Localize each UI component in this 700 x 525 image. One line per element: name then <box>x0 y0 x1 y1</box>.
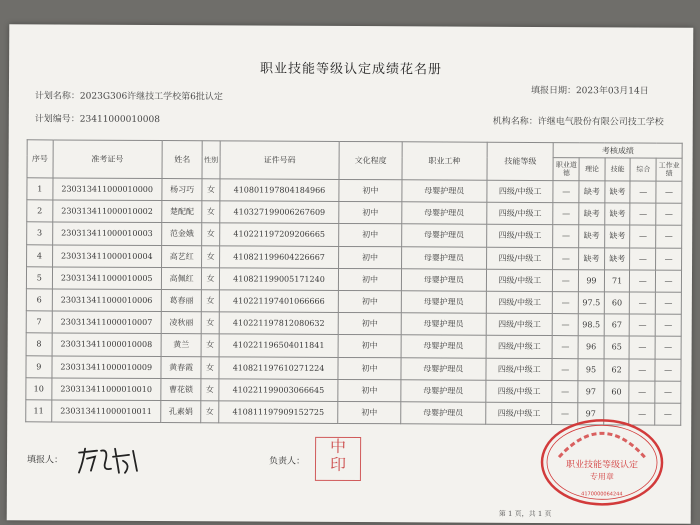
filler-label: 填报人： <box>26 455 64 466</box>
cell-score-comprehensive: — <box>629 358 655 380</box>
cell-score-theory: 97 <box>578 403 604 425</box>
cell-name: 杨习巧 <box>162 179 203 201</box>
cell-cert-no: 410221197209206665 <box>219 223 339 246</box>
cell-cert-no: 410327199006267609 <box>219 201 339 224</box>
cell-level: 四级/中级工 <box>487 269 553 292</box>
cell-occupation: 母婴护理员 <box>401 335 487 358</box>
cell-level: 四级/中级工 <box>487 225 553 248</box>
cell-cert-no: 410221199003066645 <box>218 379 338 402</box>
document-title: 职业技能等级认定成绩花名册 <box>260 61 443 78</box>
cell-score-skill: 71 <box>604 270 630 292</box>
cell-seq: 10 <box>26 377 52 399</box>
cell-score-ethics: — <box>553 247 579 269</box>
cell-score-comprehensive: — <box>630 270 656 292</box>
cell-score-theory: 缺考 <box>579 181 605 203</box>
cell-score-ethics: — <box>552 402 578 424</box>
cell-score-performance: — <box>656 248 682 270</box>
cell-cert-no: 410801197804184966 <box>219 179 339 202</box>
cell-score-skill: 60 <box>604 381 630 403</box>
cell-name: 高佩红 <box>161 267 202 289</box>
plan-name: 计划名称：2023G306许继技工学校第6批认定 <box>34 91 223 103</box>
header-exam-no: 准考证号 <box>53 140 162 179</box>
cell-gender: 女 <box>202 245 219 267</box>
cell-seq: 3 <box>27 222 53 244</box>
cell-level: 四级/中级工 <box>486 291 552 314</box>
cell-name: 孔素娟 <box>161 400 202 422</box>
cell-education: 初中 <box>339 224 401 247</box>
chop-char-2: 印 <box>329 454 347 474</box>
cell-gender: 女 <box>202 290 219 312</box>
cell-education: 初中 <box>339 290 401 313</box>
cell-cert-no: 410821197610271224 <box>219 356 339 379</box>
personal-chop <box>315 437 361 481</box>
cell-gender: 女 <box>202 334 219 356</box>
header-gender: 性别 <box>202 141 219 179</box>
cell-score-comprehensive: — <box>630 314 656 336</box>
cell-gender: 女 <box>202 179 219 201</box>
page-number: 第 1 页，共 1 页 <box>498 509 552 519</box>
chop-char-1: 中 <box>330 436 347 456</box>
cell-score-ethics: — <box>552 380 578 402</box>
cell-exam-no: 230313411000010004 <box>52 245 161 268</box>
cell-education: 初中 <box>338 379 400 402</box>
header-occupation: 职业工种 <box>402 142 488 180</box>
cell-gender: 女 <box>201 378 218 400</box>
cell-occupation: 母婴护理员 <box>400 402 486 425</box>
cell-seq: 4 <box>27 244 53 266</box>
plan-number: 计划编号：23411000010008 <box>34 114 161 126</box>
cell-score-comprehensive: — <box>629 403 655 425</box>
cell-occupation: 母婴护理员 <box>401 224 487 247</box>
cell-level: 四级/中级工 <box>486 336 552 359</box>
cell-education: 初中 <box>339 179 401 202</box>
header-scores: 考核成绩 <box>554 143 683 159</box>
cell-gender: 女 <box>202 312 219 334</box>
cell-level: 四级/中级工 <box>486 313 552 336</box>
cell-seq: 5 <box>26 267 52 289</box>
seal-code: 4170000064244 <box>581 491 623 498</box>
cell-score-skill: 缺考 <box>604 225 630 247</box>
cell-score-ethics: — <box>553 314 579 336</box>
cell-name: 高艺红 <box>161 245 202 267</box>
cell-occupation: 母婴护理员 <box>400 379 486 402</box>
cell-education: 初中 <box>338 357 400 380</box>
cell-score-theory: 97.5 <box>578 292 604 314</box>
cell-score-skill: 缺考 <box>604 247 630 269</box>
cell-name: 葛春丽 <box>161 289 202 311</box>
cell-occupation: 母婴护理员 <box>400 357 486 380</box>
cell-score-comprehensive: — <box>630 248 656 270</box>
cell-gender: 女 <box>202 223 219 245</box>
cell-seq: 1 <box>27 178 53 200</box>
cell-exam-no: 230313411000010005 <box>52 267 161 290</box>
cell-score-comprehensive: — <box>630 336 656 358</box>
cell-score-skill: 62 <box>604 358 630 380</box>
filler-signature <box>75 443 145 477</box>
header-skill: 技能 <box>605 158 631 181</box>
cell-exam-no: 230313411000010006 <box>52 289 161 312</box>
cell-score-skill: 65 <box>604 336 630 358</box>
cell-score-skill: 缺考 <box>605 203 631 225</box>
cell-occupation: 母婴护理员 <box>401 202 487 225</box>
cell-score-comprehensive: — <box>630 181 656 203</box>
header-theory: 理论 <box>579 158 605 181</box>
cell-score-theory: 缺考 <box>579 247 605 269</box>
header-ethics: 职业道德 <box>553 158 579 181</box>
cell-exam-no: 230313411000010002 <box>52 200 161 223</box>
cell-score-performance: — <box>656 181 682 203</box>
cell-education: 初中 <box>339 268 401 291</box>
cell-seq: 2 <box>27 200 53 222</box>
cell-cert-no: 410821199005171240 <box>219 268 339 291</box>
cell-education: 初中 <box>339 335 401 358</box>
header-education: 文化程度 <box>339 141 401 179</box>
cell-score-ethics: — <box>553 203 579 225</box>
cell-exam-no: 230313411000010000 <box>53 178 162 201</box>
cell-level: 四级/中级工 <box>486 380 552 403</box>
cell-score-performance: — <box>656 203 682 225</box>
cell-score-ethics: — <box>553 269 579 291</box>
cell-gender: 女 <box>201 356 218 378</box>
cell-score-performance: — <box>655 314 681 336</box>
cell-name: 曹花锁 <box>161 378 202 400</box>
cell-education: 初中 <box>339 246 401 269</box>
cell-level: 四级/中级工 <box>487 180 553 203</box>
cell-level: 四级/中级工 <box>486 358 552 381</box>
cell-score-theory: 缺考 <box>579 203 605 225</box>
cell-score-ethics: — <box>553 292 579 314</box>
cell-seq: 6 <box>26 289 52 311</box>
cell-cert-no: 410221196504011841 <box>219 334 339 357</box>
cell-score-theory: 97 <box>578 380 604 402</box>
cell-gender: 女 <box>202 201 219 223</box>
seal-text-2: 专用章 <box>589 472 614 482</box>
cell-seq: 11 <box>26 400 52 422</box>
cell-score-theory: 95 <box>578 358 604 380</box>
cell-score-ethics: — <box>552 358 578 380</box>
cell-cert-no: 410821199604226667 <box>219 245 339 268</box>
cell-gender: 女 <box>202 267 219 289</box>
cell-score-skill: 67 <box>604 314 630 336</box>
cell-exam-no: 230313411000010007 <box>52 311 161 334</box>
cell-score-theory: 缺考 <box>579 225 605 247</box>
header-comprehensive: 综合 <box>630 158 656 181</box>
cell-score-performance: — <box>655 336 681 358</box>
score-table <box>25 139 682 425</box>
seal-text-1: 职业技能等级认定 <box>565 460 639 471</box>
cell-occupation: 母婴护理员 <box>401 246 487 269</box>
cell-occupation: 母婴护理员 <box>401 313 487 336</box>
cell-name: 凌秋丽 <box>161 312 202 334</box>
cell-score-comprehensive: — <box>630 225 656 247</box>
cell-score-performance: — <box>656 270 682 292</box>
cell-cert-no: 410811197909152725 <box>218 401 338 424</box>
cell-score-performance: — <box>655 359 681 381</box>
responsible-label: 负责人： <box>268 456 306 467</box>
cell-education: 初中 <box>339 313 401 336</box>
cell-score-performance: — <box>656 225 682 247</box>
cell-score-comprehensive: — <box>630 203 656 225</box>
cell-occupation: 母婴护理员 <box>401 180 487 203</box>
header-seq: 序号 <box>27 140 53 178</box>
organization-name: 机构名称：许继电气股份有限公司技工学校 <box>492 116 664 128</box>
cell-score-comprehensive: — <box>629 381 655 403</box>
cell-education: 初中 <box>338 401 400 424</box>
cell-level: 四级/中级工 <box>486 402 552 425</box>
cell-education: 初中 <box>339 202 401 225</box>
cell-score-theory: 99 <box>579 269 605 291</box>
header-name: 姓名 <box>162 141 203 179</box>
cell-seq: 9 <box>26 355 52 377</box>
cell-score-performance: — <box>655 403 681 425</box>
cell-seq: 8 <box>26 333 52 355</box>
cell-exam-no: 230313411000010008 <box>52 333 161 356</box>
cell-cert-no: 410221197401066666 <box>219 290 339 313</box>
cell-exam-no: 230313411000010009 <box>52 355 161 378</box>
roster-document <box>7 24 694 524</box>
cell-level: 四级/中级工 <box>487 202 553 225</box>
cell-level: 四级/中级工 <box>487 247 553 270</box>
cell-occupation: 母婴护理员 <box>401 291 487 314</box>
cell-score-performance: — <box>655 292 681 314</box>
fill-date: 填报日期：2023年03月14日 <box>530 85 649 97</box>
cell-seq: 7 <box>26 311 52 333</box>
official-seal <box>539 417 665 508</box>
cell-name: 范金娥 <box>161 223 202 245</box>
cell-gender: 女 <box>201 401 218 423</box>
cell-score-performance: — <box>655 381 681 403</box>
cell-cert-no: 410221197812080632 <box>219 312 339 335</box>
cell-score-skill: 60 <box>604 292 630 314</box>
cell-score-theory: 98.5 <box>578 314 604 336</box>
header-level: 技能等级 <box>487 142 554 180</box>
cell-score-skill: 缺考 <box>605 181 631 203</box>
header-performance: 工作业绩 <box>656 158 682 181</box>
cell-name: 楚配配 <box>162 201 203 223</box>
cell-score-ethics: — <box>553 225 579 247</box>
cell-exam-no: 230313411000010010 <box>52 378 161 401</box>
cell-occupation: 母婴护理员 <box>401 269 487 292</box>
cell-name: 黄春霞 <box>161 356 202 378</box>
cell-exam-no: 230313411000010003 <box>52 222 161 245</box>
cell-score-ethics: — <box>553 181 579 203</box>
cell-exam-no: 230313411000010011 <box>51 400 160 423</box>
cell-score-comprehensive: — <box>630 292 656 314</box>
cell-score-ethics: — <box>553 336 579 358</box>
cell-score-theory: 96 <box>578 336 604 358</box>
cell-name: 黄兰 <box>161 334 202 356</box>
header-cert: 证件号码 <box>220 141 340 180</box>
